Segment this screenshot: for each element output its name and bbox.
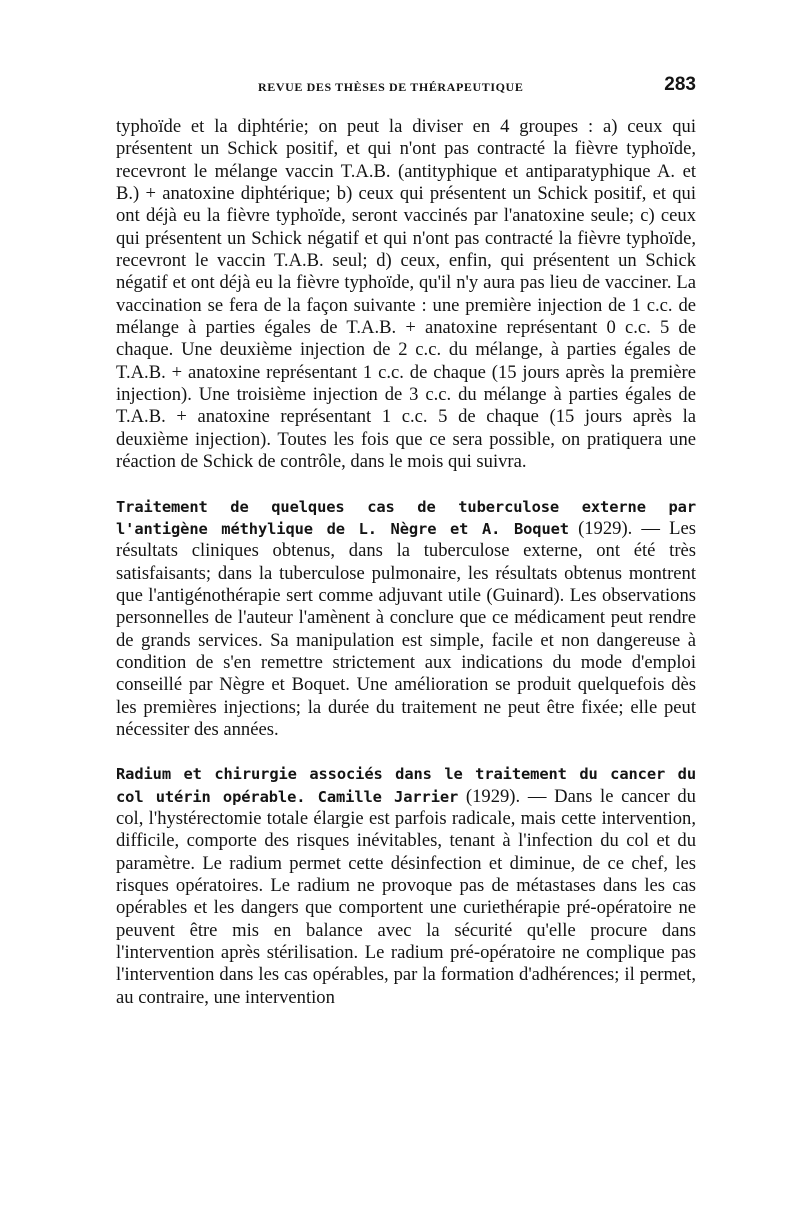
page-header xyxy=(116,72,696,102)
section-year: (1929). xyxy=(578,517,633,539)
paragraph-vaccination xyxy=(116,116,696,474)
section-heading: Radium et chirurgie associés dans le traitement du cancer du col utérin opérable. Camille Jarrier xyxy=(116,765,696,806)
paragraph-text: — Les résultats cliniques obtenus, dans la tuberculose externe, ont été très satisfaisants; dans la tuberculose pulmonaire, les résultats obtenus montrent que l'antigénothérapie sert comme adjuvant utile (Guinard). Les observations personnelles de l'auteur l'amènent à conclure que ce médicament peut rendre de grands services. Sa manipulation est simple, facile et non dangereuse à condition de s'en remettre strictement aux indications du mode d'emploi conseillé par Nègre et Boquet. Une amélioration se produit quelquefois dès les premières injections; la durée du traitement ne peut être fixée; elle peut nécessiter des années. xyxy=(116,517,696,740)
section-heading: Traitement de quelques cas de tuberculose externe par l'antigène méthylique de L. Nègre et A. Boquet xyxy=(116,497,696,538)
paragraph-tuberculose xyxy=(116,496,696,742)
document-page xyxy=(116,72,696,1009)
paragraph-text: — Dans le cancer du col, l'hystérectomie totale élargie est parfois radicale, mais cette intervention, difficile, comporte des risques inévitables, tenant à l'infection du col et du paramètre. Le radium permet cette désinfection et diminue, de ce chef, les risques opératoires. Le radium ne provoque pas de métastases dans les cas opérables et les dangers que comportent une curiethérapie pré-opératoire ne peuvent être mis en balance avec la sécurité qu'elle procure dans l'intervention après stérilisation. Le radium pré-opératoire ne complique pas l'intervention dans les cas opérables, par la formation d'adhérences; il permet, au contraire, une intervention xyxy=(116,785,696,1008)
section-year: (1929). xyxy=(465,785,521,807)
running-title: REVUE DES THÈSES DE THÉRAPEUTIQUE xyxy=(258,80,524,94)
paragraph-text: typhoïde et la diphtérie; on peut la diviser en 4 groupes : a) ceux qui présentent un Schick positif, et qui n'ont pas contracté la fièvre typhoïde, recevront le mélange vaccin T.A.B. (antityphique et antiparatyphique A. et B.) + anatoxine diphtérique; b) ceux qui présentent un Schick positif, et qui ont déjà eu la fièvre typhoïde, seront vaccinés par l'anatoxine seule; c) ceux qui présentent un Schick négatif et qui n'ont pas contracté la fièvre typhoïde, recevront le vaccin T.A.B. seul; d) ceux, enfin, qui présentent un Schick négatif et ont déjà eu la fièvre typhoïde, qu'il n'y aura pas lieu de vacciner. La vaccination se fera de la façon suivante : une première injection de 1 c.c. de mélange à parties égales de T.A.B. + anatoxine représentant 0 c.c. 5 de chaque. Une deuxième injection de 2 c.c. du mélange, à parties égales de T.A.B. + anatoxine représentant 1 c.c. de chaque (15 jours après la première injection). Une troisième injection de 3 c.c. du mélange à parties égales de T.A.B. + anatoxine représentant 1 c.c. 5 de chaque (15 jours après la deuxième injection). Toutes les fois que ce sera possible, on pratiquera une réaction de Schick de contrôle, dans le mois qui suivra. xyxy=(116,116,696,473)
paragraph-radium xyxy=(116,763,696,1009)
page-number: 283 xyxy=(664,74,696,95)
